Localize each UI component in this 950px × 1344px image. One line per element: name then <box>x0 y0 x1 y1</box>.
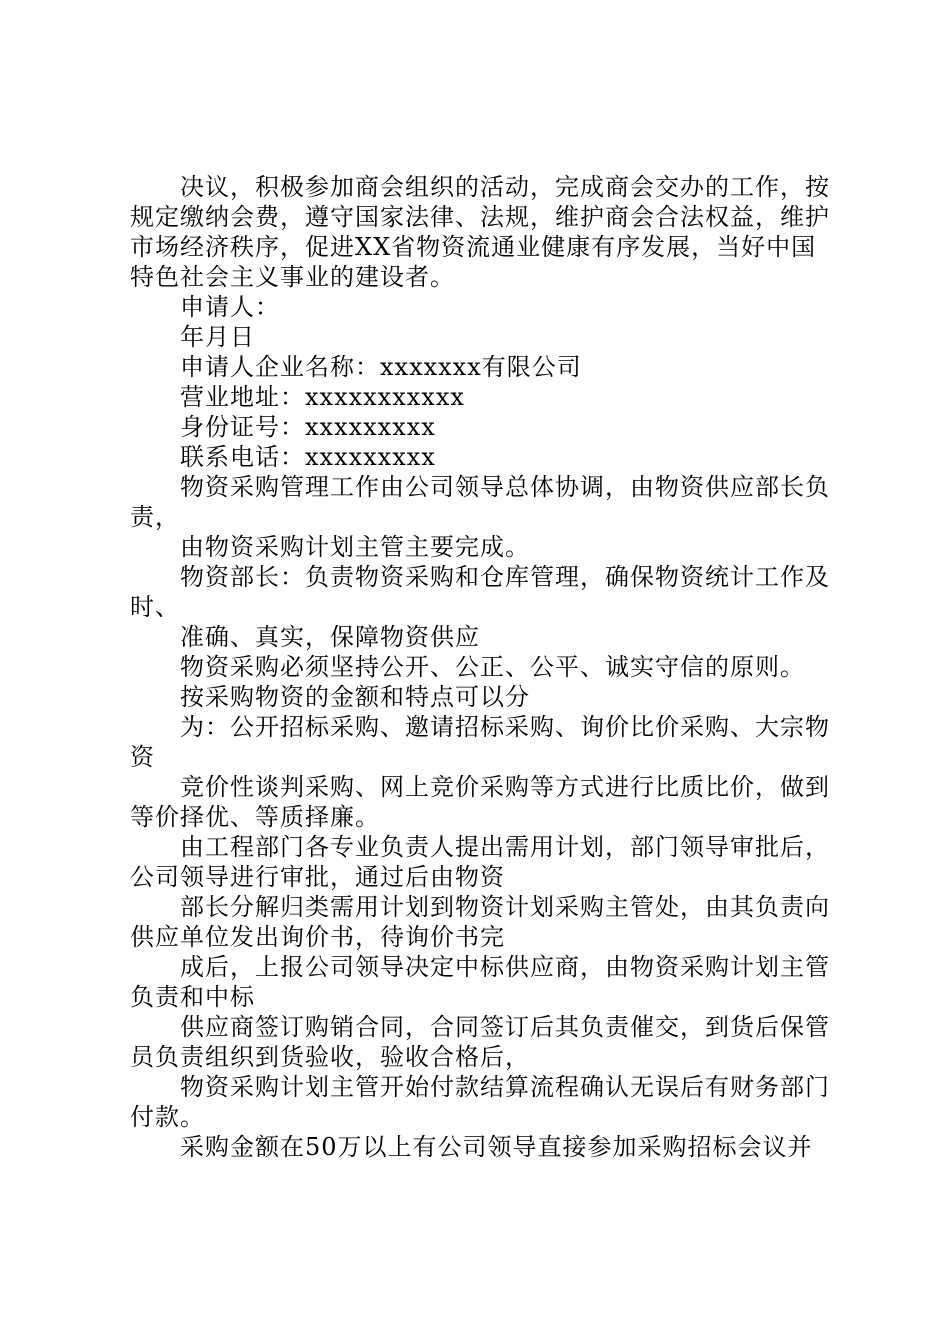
paragraph: 供应商签订购销合同，合同签订后其负责催交，到货后保管员负责组织到货验收，验收合格后， <box>130 1013 830 1071</box>
paragraph: 申请人： <box>180 293 280 321</box>
paragraph: 竞价性谈判采购、网上竞价采购等方式进行比质比价，做到等价择优、等质择廉。 <box>130 773 830 831</box>
paragraph: 物资采购管理工作由公司领导总体协调，由物资供应部长负责， <box>130 473 830 531</box>
paragraph: 申请人企业名称：xxxxxxx有限公司 <box>180 353 582 381</box>
paragraph: 由物资采购计划主管主要完成。 <box>180 533 530 561</box>
paragraph: 身份证号：xxxxxxxxx <box>180 413 436 441</box>
paragraph: 为：公开招标采购、邀请招标采购、询价比价采购、大宗物资 <box>130 713 830 771</box>
paragraph: 采购金额在50万以上有公司领导直接参加采购招标会议并 <box>180 1133 813 1161</box>
paragraph: 按采购物资的金额和特点可以分 <box>180 683 530 711</box>
paragraph: 物资采购计划主管开始付款结算流程确认无误后有财务部门付款。 <box>130 1073 830 1131</box>
paragraph: 由工程部门各专业负责人提出需用计划，部门领导审批后，公司领导进行审批，通过后由物资 <box>130 833 830 891</box>
paragraph: 物资部长：负责物资采购和仓库管理，确保物资统计工作及时、 <box>130 563 830 621</box>
paragraph: 联系电话：xxxxxxxxx <box>180 443 436 471</box>
paragraph: 年月日 <box>180 323 255 351</box>
paragraph: 决议，积极参加商会组织的活动，完成商会交办的工作，按规定缴纳会费，遵守国家法律、法规，维护商会合法权益，维护市场经济秩序，促进XX省物资流通业健康有序发展，当好中国特色社会主义事业的建设者。 <box>130 173 830 291</box>
paragraph: 准确、真实，保障物资供应 <box>180 623 480 651</box>
paragraph: 营业地址：xxxxxxxxxxx <box>180 383 465 411</box>
paragraph: 部长分解归类需用计划到物资计划采购主管处，由其负责向供应单位发出询价书，待询价书完 <box>130 893 830 951</box>
paragraph: 物资采购必须坚持公开、公正、公平、诚实守信的原则。 <box>180 653 805 681</box>
document-body <box>130 172 830 1162</box>
paragraph: 成后，上报公司领导决定中标供应商，由物资采购计划主管负责和中标 <box>130 953 830 1011</box>
